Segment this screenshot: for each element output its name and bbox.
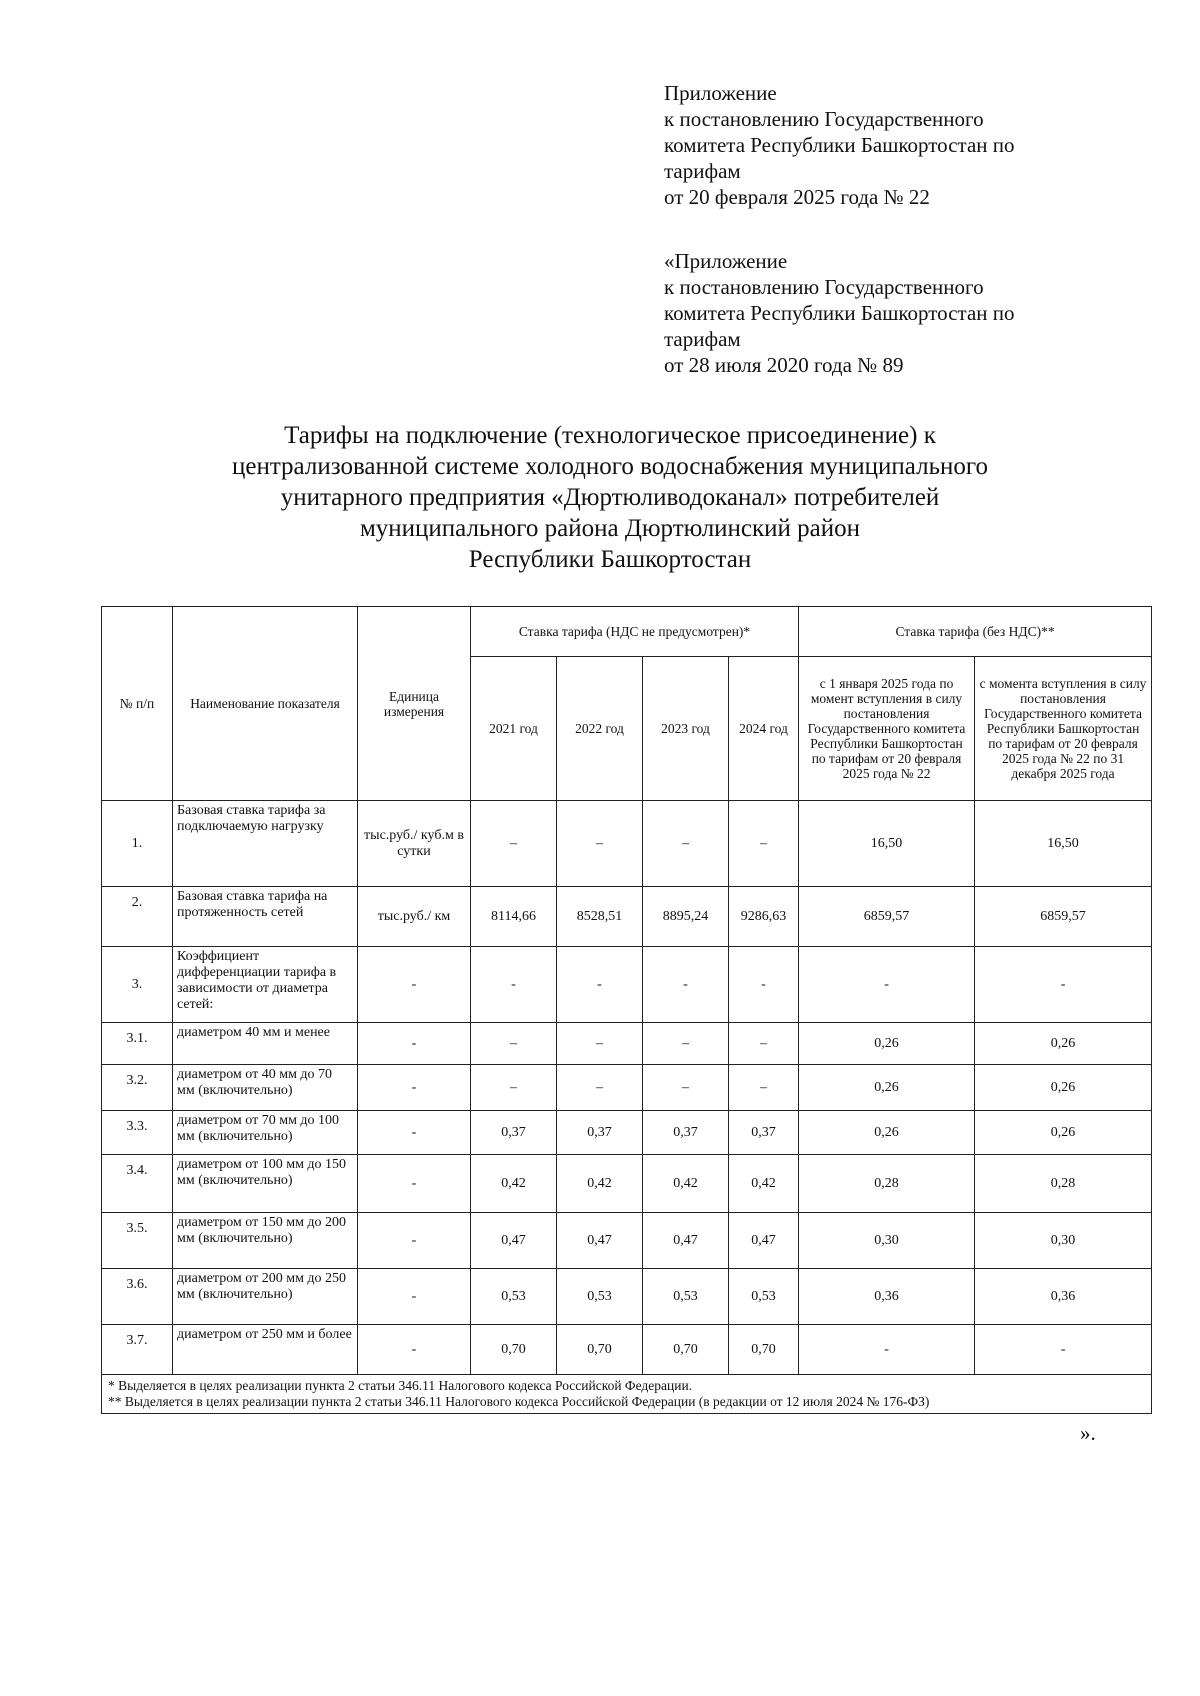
row-num: 3.6. bbox=[102, 1269, 173, 1325]
cell-period-2: 16,50 bbox=[975, 801, 1152, 887]
cell-2023: – bbox=[643, 1065, 729, 1111]
title-line: унитарного предприятия «Дюртюливодоканал» потребителей bbox=[280, 484, 940, 511]
cell-2023: 0,47 bbox=[643, 1213, 729, 1269]
cell-period-2: 6859,57 bbox=[975, 887, 1152, 947]
cell-2021: 0,42 bbox=[471, 1155, 557, 1213]
header-year: 2021 год bbox=[471, 657, 557, 801]
cell-period-1: 0,26 bbox=[799, 1111, 975, 1155]
cell-2024: – bbox=[729, 1065, 799, 1111]
document-title bbox=[140, 420, 1080, 575]
row-name: диаметром от 250 мм и более bbox=[173, 1325, 358, 1375]
cell-2024: – bbox=[729, 1023, 799, 1065]
row-num: 3.3. bbox=[102, 1111, 173, 1155]
cell-2021: 0,37 bbox=[471, 1111, 557, 1155]
row-name: диаметром от 40 мм до 70 мм (включительно) bbox=[173, 1065, 358, 1111]
cell-2023: – bbox=[643, 801, 729, 887]
cell-2022: 0,70 bbox=[557, 1325, 643, 1375]
appendix-line: от 28 июля 2020 года № 89 bbox=[664, 353, 904, 377]
row-unit: - bbox=[358, 1325, 471, 1375]
row-num: 3.7. bbox=[102, 1325, 173, 1375]
cell-period-1: 0,36 bbox=[799, 1269, 975, 1325]
header-name: Наименование показателя bbox=[173, 607, 358, 801]
appendix-line: «Приложение bbox=[664, 249, 788, 273]
footnote: ** Выделяется в целях реализации пункта 2 статьи 346.11 Налогового кодекса Российской Федерации (в редакции от 12 июля 2024 № 176-ФЗ) bbox=[108, 1394, 930, 1409]
appendix-reference-original bbox=[664, 248, 1124, 378]
appendix-line: к постановлению Государственного bbox=[664, 107, 984, 131]
cell-period-1: 0,30 bbox=[799, 1213, 975, 1269]
cell-2024: 0,37 bbox=[729, 1111, 799, 1155]
cell-2022: - bbox=[557, 947, 643, 1023]
cell-2023: 8895,24 bbox=[643, 887, 729, 947]
cell-2022: 0,42 bbox=[557, 1155, 643, 1213]
row-num: 3.4. bbox=[102, 1155, 173, 1213]
appendix-line: комитета Республики Башкортостан по bbox=[664, 301, 1015, 325]
cell-period-1: 0,28 bbox=[799, 1155, 975, 1213]
row-name: Базовая ставка тарифа за подключаемую нагрузку bbox=[173, 801, 358, 887]
header-unit: Единица измерения bbox=[358, 607, 471, 801]
header-year: 2024 год bbox=[729, 657, 799, 801]
header-num: № п/п bbox=[102, 607, 173, 801]
cell-2024: 0,42 bbox=[729, 1155, 799, 1213]
cell-2022: 0,37 bbox=[557, 1111, 643, 1155]
table-row bbox=[102, 1269, 1152, 1325]
cell-2022: – bbox=[557, 1023, 643, 1065]
row-num: 3. bbox=[102, 947, 173, 1023]
cell-2024: – bbox=[729, 801, 799, 887]
row-unit: - bbox=[358, 1023, 471, 1065]
cell-2021: 0,53 bbox=[471, 1269, 557, 1325]
closing-quote: ». bbox=[1080, 1421, 1096, 1445]
cell-period-1: - bbox=[799, 947, 975, 1023]
cell-2024: 0,53 bbox=[729, 1269, 799, 1325]
header-row bbox=[102, 607, 1152, 657]
tariff-table bbox=[101, 606, 1152, 1414]
cell-period-2: 0,30 bbox=[975, 1213, 1152, 1269]
cell-period-2: 0,28 bbox=[975, 1155, 1152, 1213]
cell-period-1: 16,50 bbox=[799, 801, 975, 887]
row-unit: - bbox=[358, 947, 471, 1023]
header-group-vat-free: Ставка тарифа (НДС не предусмотрен)* bbox=[471, 607, 799, 657]
row-name: Базовая ставка тарифа на протяженность сетей bbox=[173, 887, 358, 947]
title-line: муниципального района Дюртюлинский район bbox=[359, 515, 861, 542]
cell-2021: – bbox=[471, 1065, 557, 1111]
cell-2023: - bbox=[643, 947, 729, 1023]
footnote: * Выделяется в целях реализации пункта 2 статьи 346.11 Налогового кодекса Российской Федерации. bbox=[108, 1378, 693, 1393]
row-unit: - bbox=[358, 1155, 471, 1213]
appendix-line: от 20 февраля 2025 года № 22 bbox=[664, 185, 930, 209]
row-num: 3.1. bbox=[102, 1023, 173, 1065]
row-num: 3.2. bbox=[102, 1065, 173, 1111]
title-line: Тарифы на подключение (технологическое присоединение) к bbox=[284, 422, 936, 449]
table-row bbox=[102, 1023, 1152, 1065]
cell-period-2: 0,36 bbox=[975, 1269, 1152, 1325]
row-unit: - bbox=[358, 1111, 471, 1155]
row-name: Коэффициент дифференциации тарифа в зависимости от диаметра сетей: bbox=[173, 947, 358, 1023]
appendix-line: тарифам bbox=[664, 327, 741, 351]
table-row bbox=[102, 1065, 1152, 1111]
row-num: 2. bbox=[102, 887, 173, 947]
cell-period-2: 0,26 bbox=[975, 1065, 1152, 1111]
appendix-reference-current bbox=[664, 80, 1124, 210]
cell-2022: 0,47 bbox=[557, 1213, 643, 1269]
header-period-1: с 1 января 2025 года по момент вступления в силу постановления Государственного комитета Республики Башкортостан по тарифам от 20 февраля 2025 года № 22 bbox=[799, 657, 975, 801]
row-name: диаметром от 100 мм до 150 мм (включительно) bbox=[173, 1155, 358, 1213]
row-name: диаметром от 70 мм до 100 мм (включительно) bbox=[173, 1111, 358, 1155]
row-name: диаметром от 150 мм до 200 мм (включительно) bbox=[173, 1213, 358, 1269]
header-period-2: с момента вступления в силу постановления Государственного комитета Республики Башкортостан по тарифам от 20 февраля 2025 года № 22 по 31 декабря 2025 года bbox=[975, 657, 1152, 801]
cell-period-1: 6859,57 bbox=[799, 887, 975, 947]
cell-2023: 0,42 bbox=[643, 1155, 729, 1213]
cell-2022: – bbox=[557, 801, 643, 887]
cell-period-1: 0,26 bbox=[799, 1065, 975, 1111]
cell-2022: 0,53 bbox=[557, 1269, 643, 1325]
table-row bbox=[102, 1111, 1152, 1155]
cell-2024: 0,70 bbox=[729, 1325, 799, 1375]
table-row bbox=[102, 1325, 1152, 1375]
cell-2023: – bbox=[643, 1023, 729, 1065]
title-line: Республики Башкортостан bbox=[468, 546, 752, 573]
row-unit: тыс.руб./ куб.м в сутки bbox=[358, 801, 471, 887]
cell-2021: 0,70 bbox=[471, 1325, 557, 1375]
cell-2024: 0,47 bbox=[729, 1213, 799, 1269]
title-line: централизованной системе холодного водоснабжения муниципального bbox=[231, 453, 989, 480]
table-row bbox=[102, 1155, 1152, 1213]
cell-2021: – bbox=[471, 1023, 557, 1065]
table-row bbox=[102, 801, 1152, 887]
footnote-row bbox=[102, 1375, 1152, 1414]
row-unit: - bbox=[358, 1269, 471, 1325]
cell-2023: 0,70 bbox=[643, 1325, 729, 1375]
cell-2024: 9286,63 bbox=[729, 887, 799, 947]
cell-2022: – bbox=[557, 1065, 643, 1111]
row-name: диаметром 40 мм и менее bbox=[173, 1023, 358, 1065]
cell-period-2: 0,26 bbox=[975, 1023, 1152, 1065]
table-footnotes bbox=[102, 1375, 1152, 1414]
cell-period-2: 0,26 bbox=[975, 1111, 1152, 1155]
header-year: 2022 год bbox=[557, 657, 643, 801]
table-row bbox=[102, 1213, 1152, 1269]
cell-2023: 0,37 bbox=[643, 1111, 729, 1155]
row-num: 1. bbox=[102, 801, 173, 887]
cell-period-1: 0,26 bbox=[799, 1023, 975, 1065]
table-row bbox=[102, 887, 1152, 947]
cell-2021: - bbox=[471, 947, 557, 1023]
cell-2023: 0,53 bbox=[643, 1269, 729, 1325]
header-group-excl-vat: Ставка тарифа (без НДС)** bbox=[799, 607, 1152, 657]
row-num: 3.5. bbox=[102, 1213, 173, 1269]
row-unit: - bbox=[358, 1213, 471, 1269]
appendix-line: Приложение bbox=[664, 81, 777, 105]
cell-period-2: - bbox=[975, 947, 1152, 1023]
cell-2021: 8114,66 bbox=[471, 887, 557, 947]
row-name: диаметром от 200 мм до 250 мм (включительно) bbox=[173, 1269, 358, 1325]
cell-2021: – bbox=[471, 801, 557, 887]
cell-2022: 8528,51 bbox=[557, 887, 643, 947]
header-year: 2023 год bbox=[643, 657, 729, 801]
row-unit: тыс.руб./ км bbox=[358, 887, 471, 947]
cell-period-1: - bbox=[799, 1325, 975, 1375]
table-row bbox=[102, 947, 1152, 1023]
cell-2021: 0,47 bbox=[471, 1213, 557, 1269]
row-unit: - bbox=[358, 1065, 471, 1111]
appendix-line: комитета Республики Башкортостан по bbox=[664, 133, 1015, 157]
appendix-line: к постановлению Государственного bbox=[664, 275, 984, 299]
cell-2024: - bbox=[729, 947, 799, 1023]
cell-period-2: - bbox=[975, 1325, 1152, 1375]
appendix-line: тарифам bbox=[664, 159, 741, 183]
